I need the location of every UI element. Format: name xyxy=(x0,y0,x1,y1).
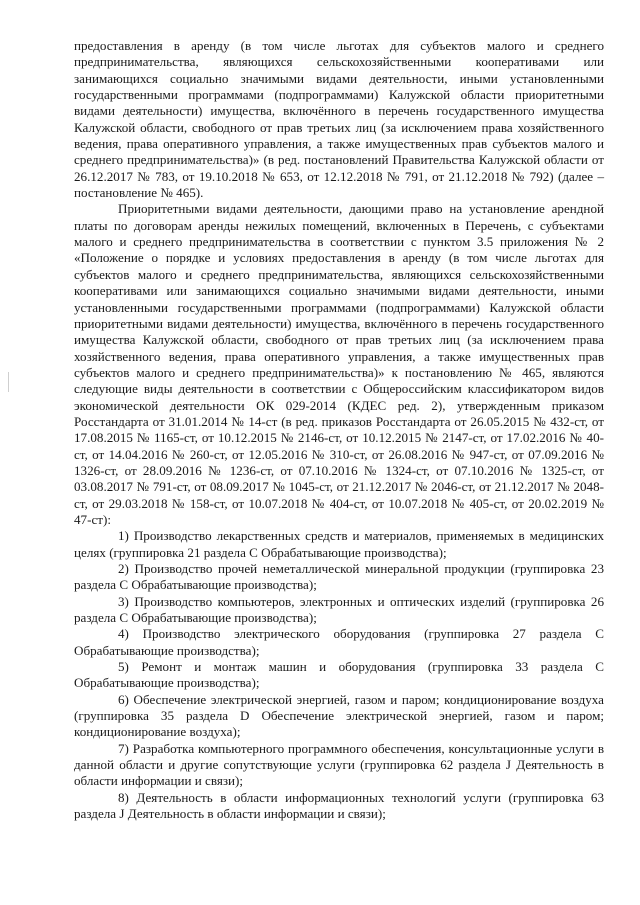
paragraph-priority-activities: Приоритетными видами деятельности, дающими право на установление арендной платы по договорам аренды нежилых помещений, включенных в Перечень, с субъектами малого и среднего предпринимательства в соответствии с пунктом 3.5 приложения № 2 «Положение о порядке и условиях предоставления в аренду (в том числе льготах для субъектов малого и среднего предпринимательства, являющихся сельскохозяйственными кооперативами или занимающихся социально значимыми видами деятельности, иными установленными государственными программами (подпрограммами) Калужской области приоритетными видами деятельности) имущества, включённого в перечень государственного имущества Калужской области, свободного от прав третьих лиц (за исключением права хозяйственного ведения, права оперативного управления, а также имущественных прав субъектов малого и среднего предпринимательства)» к постановлению № 465, являются следующие виды деятельности в соответствии с Общероссийским классификатором видов экономической деятельности ОК 029-2014 (КДЕС ред. 2), утвержденным приказом Росстандарта от 31.01.2014 № 14-ст (в ред. приказов Росстандарта от 26.05.2015 № 432-ст, от 17.08.2015 № 1165-ст, от 10.12.2015 № 2146-ст, от 10.12.2015 № 2147-ст, от 17.02.2016 № 40-ст, от 14.04.2016 № 260-ст, от 12.05.2016 № 310-ст, от 26.08.2016 № 947-ст, от 07.09.2016 № 1326-ст, от 28.09.2016 № 1236-ст, от 07.10.2016 № 1324-ст, от 07.10.2016 № 1325-ст, от 03.08.2017 № 791-ст, от 08.09.2017 № 1045-ст, от 21.12.2017 № 2046-ст, от 21.12.2017 № 2048-ст, от 29.03.2018 № 158-ст, от 10.07.2018 № 404-ст, от 10.07.2018 № 405-ст, от 20.02.2019 № 47-ст): xyxy=(74,201,604,527)
list-item: 2) Производство прочей неметаллической минеральной продукции (группировка 23 раздела C Обрабатывающие производства); xyxy=(74,561,604,593)
list-item: 5) Ремонт и монтаж машин и оборудования (группировка 33 раздела C Обрабатывающие производства); xyxy=(74,659,604,691)
scan-margin-mark xyxy=(8,372,9,392)
list-item: 4) Производство электрического оборудования (группировка 27 раздела C Обрабатывающие производства); xyxy=(74,626,604,658)
list-item: 7) Разработка компьютерного программного обеспечения, консультационные услуги в данной области и другие сопутствующие услуги (группировка 62 раздела J Деятельность в области информации и связи); xyxy=(74,740,604,789)
list-item: 8) Деятельность в области информационных технологий услуги (группировка 63 раздела J Деятельность в области информации и связи); xyxy=(74,789,604,822)
list-item: 6) Обеспечение электрической энергией, газом и паром; кондиционирование воздуха (группировка 35 раздела D Обеспечение электрической энергией, газом и паром; кондиционирование воздуха); xyxy=(74,691,604,740)
paragraph-intro-continuation: предоставления в аренду (в том числе льготах для субъектов малого и среднего предпринимательства, являющихся сельскохозяйственными кооперативами или занимающихся социально значимыми видами деятельности, иными установленными государственными программами (подпрограммами) Калужской области приоритетными видами деятельности) имущества, включённого в перечень государственного имущества Калужской области, свободного от прав третьих лиц (за исключением права хозяйственного ведения, права оперативного управления, а также имущественных прав субъектов малого и среднего предпринимательства)» (в ред. постановлений Правительства Калужской области от 26.12.2017 № 783, от 19.10.2018 № 653, от 12.12.2018 № 791, от 21.12.2018 № 792) (далее – постановление № 465). xyxy=(74,38,604,201)
activity-list xyxy=(74,528,604,822)
list-item: 3) Производство компьютеров, электронных и оптических изделий (группировка 26 раздела C Обрабатывающие производства); xyxy=(74,593,604,626)
list-item: 1) Производство лекарственных средств и материалов, применяемых в медицинских целях (группировка 21 раздела C Обрабатывающие производства); xyxy=(74,528,604,560)
